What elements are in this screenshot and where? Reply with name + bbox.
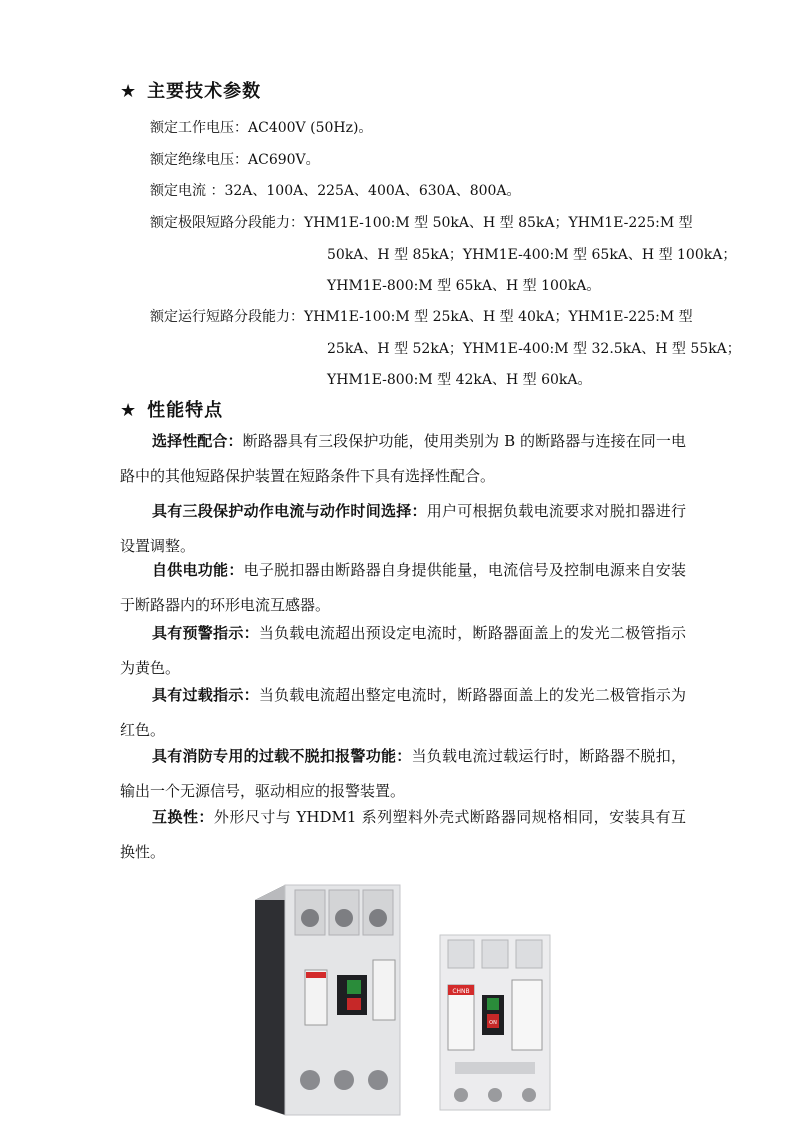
feature-text: 断路器具有三段保护功能，使用类别为 B 的断路器与连接在同一电路中的其他短路保护装置在短路条件下具有选择性配合。 bbox=[120, 432, 686, 485]
feature-item bbox=[120, 739, 686, 809]
feature-text: 电子脱扣器由断路器自身提供能量，电流信号及控制电源来自安装于断路器内的环形电流互感器。 bbox=[120, 561, 686, 614]
specs-heading bbox=[120, 77, 261, 103]
rated-voltage: 额定工作电压：AC400V (50Hz)。 bbox=[150, 120, 373, 136]
star-icon: ★ bbox=[120, 400, 138, 421]
service-breaking-label: 额定运行短路分段能力： bbox=[150, 309, 304, 325]
small-breaker bbox=[440, 935, 550, 1110]
specs-heading-text: 主要技术参数 bbox=[147, 81, 262, 102]
feature-label: 选择性配合： bbox=[152, 432, 243, 450]
feature-text: 当负载电流超出预设定电流时，断路器面盖上的发光二极管指示为黄色。 bbox=[120, 624, 686, 677]
feature-item bbox=[120, 678, 686, 748]
feature-item bbox=[120, 800, 686, 870]
feature-text: 外形尺寸与 YHDM1 系列塑料外壳式断路器同规格相同，安装具有互换性。 bbox=[120, 808, 686, 861]
ultimate-breaking-line1: YHM1E-100:M 型 50kA、H 型 85kA；YHM1E-225:M 型 bbox=[304, 215, 693, 231]
service-breaking-line1: YHM1E-100:M 型 25kA、H 型 40kA；YHM1E-225:M 型 bbox=[304, 309, 693, 325]
feature-label: 互换性： bbox=[152, 808, 214, 826]
brand-text: CHNB bbox=[452, 988, 470, 995]
star-icon: ★ bbox=[120, 81, 138, 102]
feature-item bbox=[120, 553, 686, 623]
feature-label: 自供电功能： bbox=[152, 561, 244, 579]
service-breaking-line3: YHM1E-800:M 型 42kA、H 型 60kA。 bbox=[327, 372, 592, 388]
feature-label: 具有三段保护动作电流与动作时间选择： bbox=[152, 502, 427, 520]
feature-text: 当负载电流过载运行时，断路器不脱扣，输出一个无源信号，驱动相应的报警装置。 bbox=[120, 747, 686, 800]
feature-text: 用户可根据负载电流要求对脱扣器进行设置调整。 bbox=[120, 502, 686, 555]
ultimate-breaking-line2: 50kA、H 型 85kA；YHM1E-400:M 型 65kA、H 型 100kA； bbox=[327, 247, 737, 263]
service-breaking-line2: 25kA、H 型 52kA；YHM1E-400:M 型 32.5kA、H 型 55kA； bbox=[327, 341, 741, 357]
ultimate-breaking-line3: YHM1E-800:M 型 65kA、H 型 100kA。 bbox=[327, 278, 601, 294]
feature-label: 具有消防专用的过载不脱扣报警功能： bbox=[152, 747, 412, 765]
insulation-voltage: 额定绝缘电压：AC690V。 bbox=[150, 152, 320, 168]
brand-badge bbox=[306, 972, 326, 978]
rated-current: 额定电流 ：32A、100A、225A、400A、630A、800A。 bbox=[150, 183, 521, 199]
feature-text: 当负载电流超出整定电流时，断路器面盖上的发光二极管指示为红色。 bbox=[120, 686, 686, 739]
product-photo bbox=[245, 880, 565, 1120]
service-breaking-row bbox=[150, 301, 693, 333]
features-heading bbox=[120, 396, 223, 422]
on-label: ON bbox=[489, 1020, 497, 1026]
large-breaker bbox=[255, 885, 400, 1115]
ultimate-breaking-row bbox=[150, 207, 693, 239]
feature-label: 具有过载指示： bbox=[152, 686, 259, 704]
feature-label: 具有预警指示： bbox=[152, 624, 259, 642]
feature-item bbox=[120, 424, 686, 494]
ultimate-breaking-label: 额定极限短路分段能力： bbox=[150, 215, 304, 231]
features-heading-text: 性能特点 bbox=[147, 400, 224, 421]
feature-item bbox=[120, 616, 686, 686]
